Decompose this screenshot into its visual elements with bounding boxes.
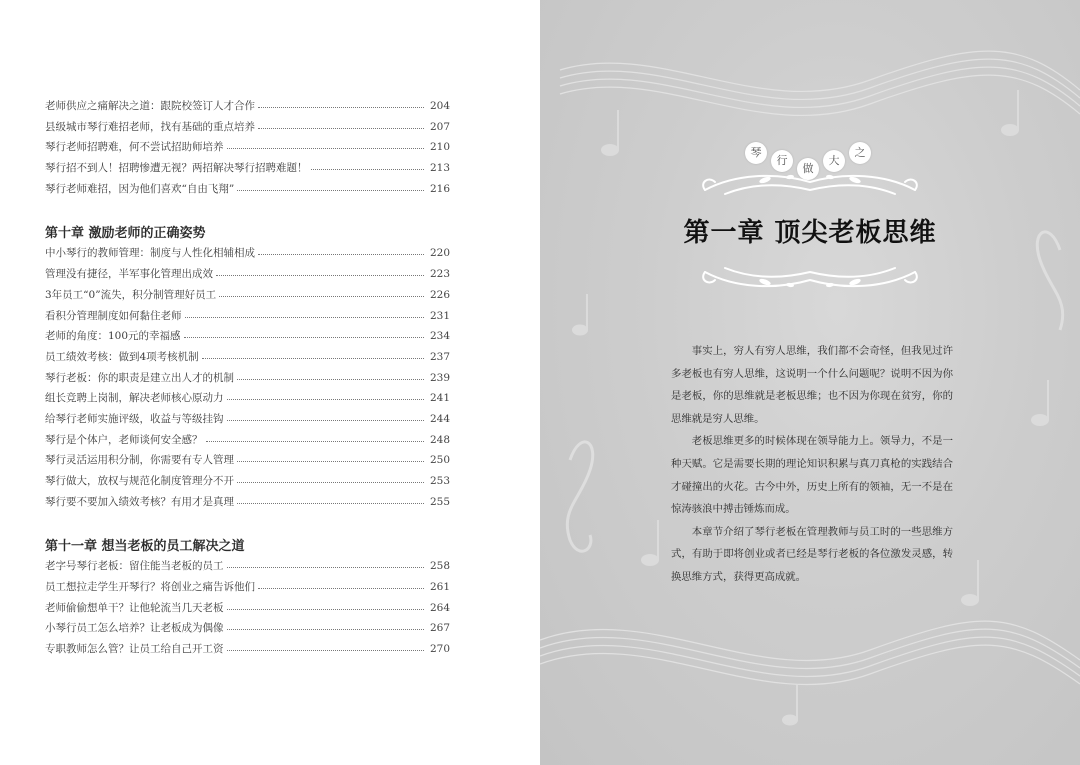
toc-entry bbox=[45, 266, 450, 287]
dot-leader bbox=[258, 107, 424, 108]
toc-entry-title: 组长竞聘上岗制，解决老师核心原动力 bbox=[45, 392, 224, 405]
toc-entry-page: 220 bbox=[429, 247, 450, 260]
toc-entry bbox=[45, 600, 450, 621]
toc-entry-page: 234 bbox=[429, 330, 450, 343]
dot-leader bbox=[184, 337, 424, 338]
toc-entry-page: 239 bbox=[429, 371, 450, 384]
toc-entry bbox=[45, 641, 450, 662]
series-title-char: 做 bbox=[797, 158, 819, 180]
dot-leader bbox=[237, 461, 424, 462]
toc-entry-page: 270 bbox=[429, 643, 450, 656]
bottom-flourish-ornament bbox=[695, 258, 925, 294]
toc-entry-page: 213 bbox=[429, 162, 450, 175]
toc-entry-title: 琴行老板：你的职责是建立出人才的机制 bbox=[45, 371, 234, 384]
toc-group-chapter-10 bbox=[45, 223, 450, 514]
series-title-char: 行 bbox=[771, 150, 793, 172]
toc-entry-page: 204 bbox=[429, 100, 450, 112]
toc-entry-title: 老师供应之痛解决之道：跟院校签订人才合作 bbox=[45, 100, 255, 112]
toc-entry-title: 琴行是个体户，老师谈何安全感？ bbox=[45, 433, 203, 446]
toc-entry-title: 琴行老师难招，因为他们喜欢“自由飞翔” bbox=[45, 182, 235, 195]
dot-leader bbox=[258, 254, 424, 255]
dot-leader bbox=[227, 399, 425, 400]
toc-entry bbox=[45, 390, 450, 411]
series-title-char: 琴 bbox=[745, 142, 767, 164]
dot-leader bbox=[258, 588, 424, 589]
dot-leader bbox=[237, 482, 424, 483]
toc-entry-title: 看积分管理制度如何黏住老师 bbox=[45, 309, 182, 322]
toc-entry bbox=[45, 432, 450, 453]
toc-entry-title: 专职教师怎么管？让员工给自己开工资 bbox=[45, 643, 224, 656]
toc-group-chapter-9-continued bbox=[45, 98, 450, 201]
toc-entry-page: 248 bbox=[429, 433, 450, 446]
toc-entry-title: 老师偷偷想单干？让他轮流当几天老板 bbox=[45, 601, 224, 614]
toc-entry-page: 255 bbox=[429, 495, 450, 508]
toc-entry-title: 管理没有捷径，半军事化管理出成效 bbox=[45, 268, 213, 281]
toc-entry bbox=[45, 328, 450, 349]
series-title-char: 大 bbox=[823, 150, 845, 172]
toc-entry-title: 琴行招不到人！招聘惨遭无视？两招解决琴行招聘难题！ bbox=[45, 162, 308, 175]
toc-entry-page: 226 bbox=[429, 288, 450, 301]
toc-entry-page: 253 bbox=[429, 475, 450, 487]
toc-entry-page: 267 bbox=[429, 622, 450, 635]
toc-entry-title: 琴行做大，放权与规范化制度管理分不开 bbox=[45, 475, 234, 487]
dot-leader bbox=[216, 275, 424, 276]
toc-entry bbox=[45, 308, 450, 329]
toc-entry-page: 237 bbox=[429, 350, 450, 363]
chapter-intro bbox=[671, 340, 953, 589]
dot-leader bbox=[237, 503, 424, 504]
toc-entry-page: 210 bbox=[429, 141, 450, 154]
toc-entry bbox=[45, 558, 450, 579]
toc-entry-title: 3年员工“0”流失，积分制管理好员工 bbox=[45, 288, 217, 301]
dot-leader bbox=[227, 420, 425, 421]
dot-leader bbox=[227, 650, 425, 651]
toc-entry-page: 244 bbox=[429, 412, 450, 425]
toc-entry bbox=[45, 620, 450, 641]
chapter-opener-page bbox=[540, 0, 1080, 765]
toc-group-chapter-11 bbox=[45, 536, 450, 661]
toc-entry bbox=[45, 452, 450, 473]
toc-entry-title: 员工想拉走学生开琴行？将创业之痛告诉他们 bbox=[45, 581, 255, 594]
intro-paragraph: 本章节介绍了琴行老板在管理教师与员工时的一些思维方式，有助于即将创业或者已经是琴行老板的各位激发灵感，转换思维方式，获得更高成就。 bbox=[671, 525, 953, 583]
toc-entry-page: 264 bbox=[429, 601, 450, 614]
toc-entry-title: 县级城市琴行难招老师，找有基础的重点培养 bbox=[45, 120, 255, 133]
toc-entry-page: 223 bbox=[429, 268, 450, 281]
toc-entry bbox=[45, 119, 450, 140]
series-title-char: 之 bbox=[849, 142, 871, 164]
toc-entry-title: 琴行要不要加入绩效考核？有用才是真理 bbox=[45, 495, 234, 508]
table-of-contents bbox=[45, 98, 450, 662]
toc-entry-page: 258 bbox=[429, 560, 450, 573]
dot-leader bbox=[227, 629, 425, 630]
dot-leader bbox=[185, 317, 425, 318]
toc-entry-page: 261 bbox=[429, 581, 450, 594]
toc-entry bbox=[45, 370, 450, 391]
toc-entry bbox=[45, 181, 450, 202]
dot-leader bbox=[206, 441, 425, 442]
intro-paragraph: 事实上，穷人有穷人思维，我们都不会奇怪，但我见过许多老板也有穷人思维，这说明一个什么问题呢？说明不因为你是老板，你的思维就是老板思维；也不因为你现在贫穷，你的思维就是穷人思维。 bbox=[671, 345, 953, 425]
intro-paragraph: 老板思维更多的时候体现在领导能力上。领导力，不是一种天赋。它是需要长期的理论知识积累与真刀真枪的实践结合才碰撞出的火花。古今中外，历史上所有的领袖，无一不是在惊涛骇浪中搏击锤炼而成。 bbox=[671, 435, 953, 516]
dot-leader bbox=[202, 358, 424, 359]
toc-entry bbox=[45, 349, 450, 370]
toc-entry bbox=[45, 473, 450, 494]
dot-leader bbox=[237, 379, 424, 380]
toc-entry-page: 207 bbox=[429, 120, 450, 133]
toc-entry-title: 小琴行员工怎么培养？让老板成为偶像 bbox=[45, 622, 224, 635]
dot-leader bbox=[237, 190, 424, 191]
dot-leader bbox=[258, 128, 424, 129]
toc-entry bbox=[45, 98, 450, 119]
toc-entry-title: 琴行老师招聘难，何不尝试招助师培养 bbox=[45, 141, 224, 154]
chapter-title: 第一章 顶尖老板思维 bbox=[683, 218, 937, 248]
toc-entry-title: 员工绩效考核：做到4项考核机制 bbox=[45, 350, 199, 363]
toc-entry-title: 琴行灵活运用积分制，你需要有专人管理 bbox=[45, 454, 234, 467]
dot-leader bbox=[227, 567, 425, 568]
dot-leader bbox=[227, 148, 425, 149]
dot-leader bbox=[227, 609, 425, 610]
toc-entry bbox=[45, 494, 450, 515]
dot-leader bbox=[219, 296, 424, 297]
dot-leader bbox=[311, 169, 425, 170]
chapter-heading: 第十章 激励老师的正确姿势 bbox=[45, 226, 206, 242]
toc-entry-page: 231 bbox=[429, 309, 450, 322]
toc-entry-page: 241 bbox=[429, 392, 450, 405]
toc-entry-page: 250 bbox=[429, 454, 450, 467]
toc-entry bbox=[45, 411, 450, 432]
toc-entry bbox=[45, 579, 450, 600]
toc-entry-page: 216 bbox=[429, 182, 450, 195]
toc-entry-title: 老师的角度：100元的幸福感 bbox=[45, 330, 181, 343]
chapter-heading: 第十一章 想当老板的员工解决之道 bbox=[45, 539, 245, 555]
toc-entry bbox=[45, 245, 450, 266]
toc-entry bbox=[45, 160, 450, 181]
toc-entry-title: 给琴行老师实施评级，收益与等级挂钩 bbox=[45, 412, 224, 425]
toc-entry bbox=[45, 287, 450, 308]
toc-entry bbox=[45, 139, 450, 160]
toc-entry-title: 中小琴行的教师管理：制度与人性化相辅相成 bbox=[45, 247, 255, 260]
toc-entry-title: 老字号琴行老板：留住能当老板的员工 bbox=[45, 560, 224, 573]
top-flourish-ornament bbox=[695, 168, 925, 204]
